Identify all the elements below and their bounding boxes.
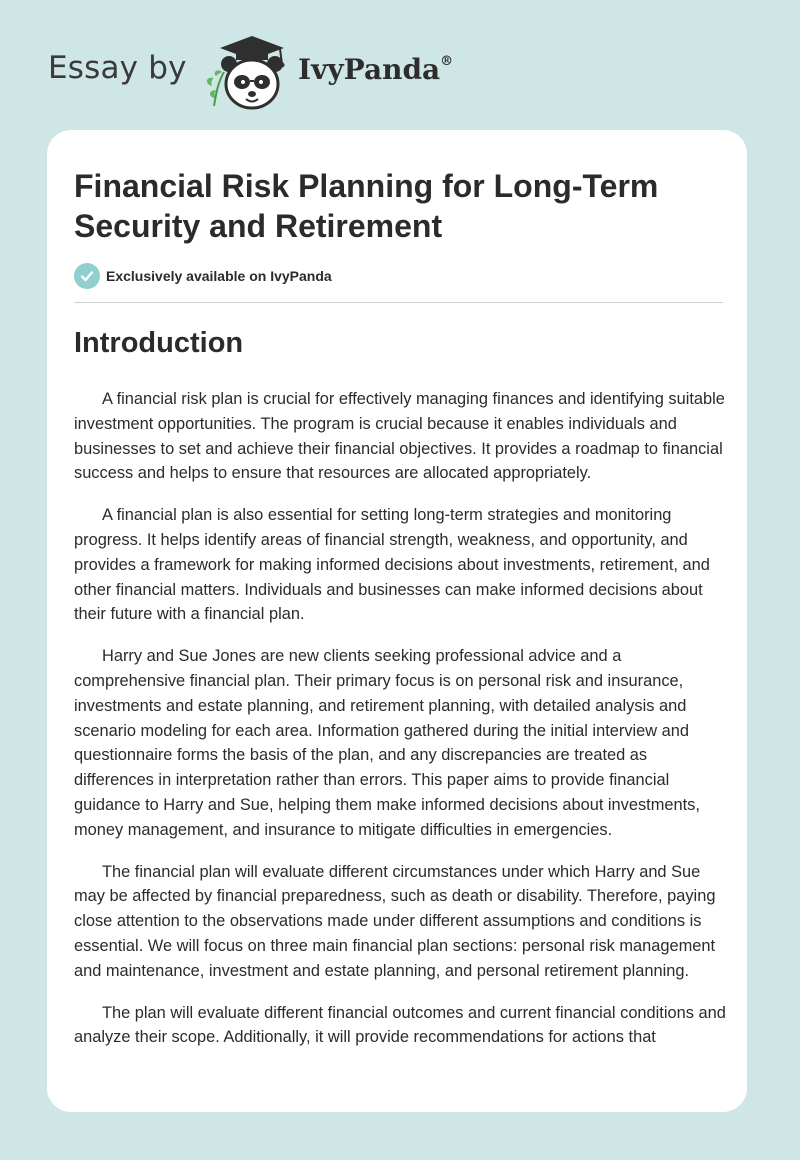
paragraph: A financial risk plan is crucial for effectively managing finances and identifying suitable investment opportunities. The program is crucial because it enables individuals and businesses to set and achieve their financial objectives. It provides a roadmap to financial success and helps to ensure that resources are allocated appropriately. bbox=[74, 390, 725, 483]
section-heading: Introduction bbox=[74, 327, 244, 359]
page-title: Financial Risk Planning for Long-Term Security and Retirement bbox=[74, 168, 659, 244]
brand-name[interactable]: IvyPanda® bbox=[298, 53, 454, 86]
divider bbox=[74, 302, 723, 303]
essay-by-label: Essay by bbox=[48, 50, 187, 86]
check-circle-icon bbox=[74, 263, 100, 289]
paragraph: The plan will evaluate different financial outcomes and current financial conditions and analyze their scope. Additionally, it will provide recommendations for actions that bbox=[74, 1003, 726, 1047]
panda-graduate-icon[interactable] bbox=[200, 34, 294, 112]
site-header bbox=[48, 30, 648, 110]
registered-mark: ® bbox=[440, 53, 454, 69]
paragraph: The financial plan will evaluate different circumstances under which Harry and Sue may be affected by financial preparedness, such as death or disability. Therefore, paying close attention to the observations made under different assumptions and conditions is essential. We will focus on three main financial plan sections: personal risk management and maintenance, investment and estate planning, and personal retirement planning. bbox=[74, 862, 716, 980]
paragraph: A financial plan is also essential for setting long-term strategies and monitoring progress. It helps identify areas of financial strength, weakness, and opportunity, and provides a framework for making informed decisions about investments, retirement, and other financial matters. Individuals and businesses can make informed decisions about their future with a financial plan. bbox=[74, 506, 710, 624]
paragraph: Harry and Sue Jones are new clients seeking professional advice and a comprehensive financial plan. Their primary focus is on personal risk and insurance, investments and estate planning, and retirement planning, with detailed analysis and scenario modeling for each area. Information gathered during the initial interview and questionnaire forms the basis of the plan, and any discrepancies are treated as differences in interpretation rather than errors. This paper aims to provide financial guidance to Harry and Sue, helping them make informed decisions about investments, money management, and insurance to mitigate difficulties in emergencies. bbox=[74, 647, 700, 839]
essay-body bbox=[74, 387, 726, 1067]
badge-text: Exclusively available on IvyPanda bbox=[106, 268, 332, 284]
essay-card bbox=[47, 130, 747, 1112]
exclusive-badge bbox=[74, 263, 332, 289]
